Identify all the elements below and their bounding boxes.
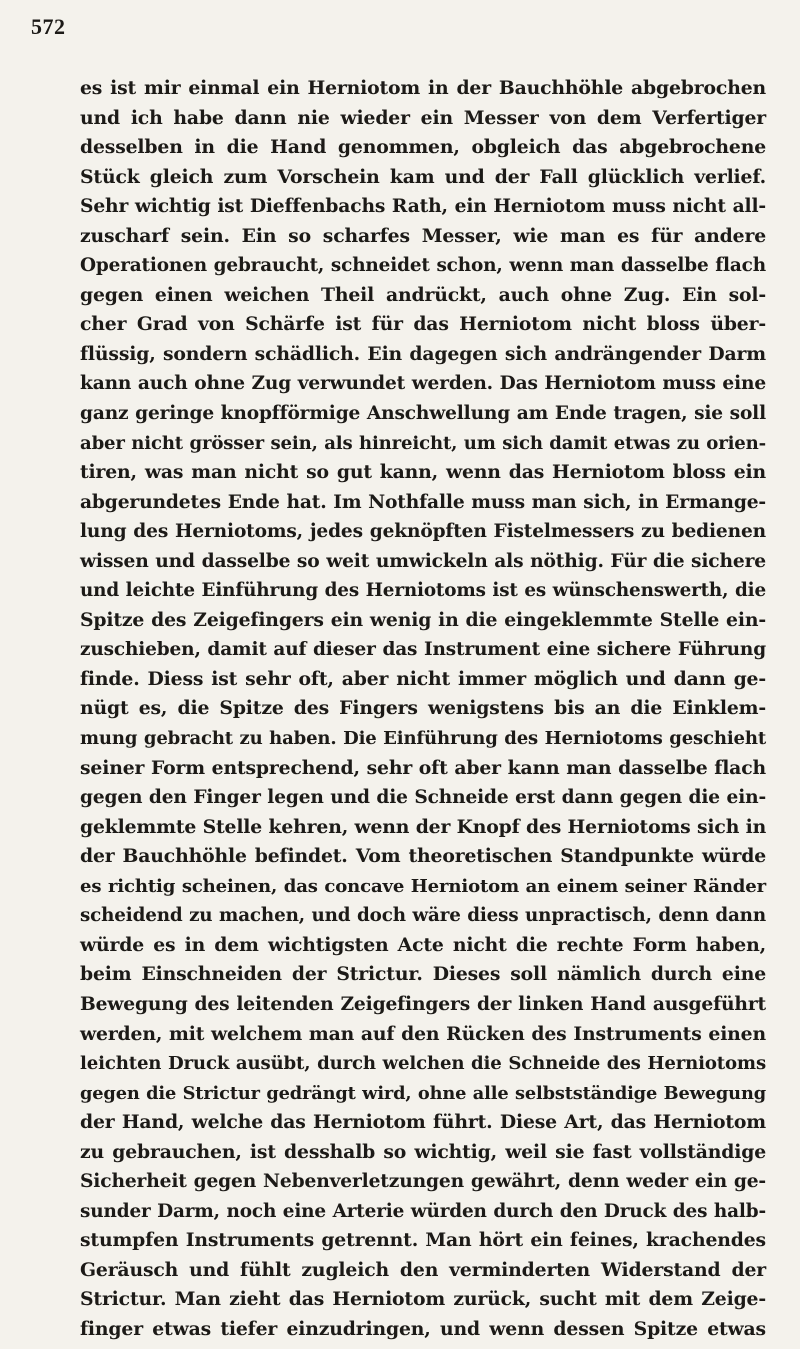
- text-line: kann auch ohne Zug verwundet werden. Das Herniotom muss eine: [80, 373, 766, 395]
- text-line: gegen den Finger legen und die Schneide erst dann gegen die ein-: [80, 787, 766, 809]
- text-line: zu gebrauchen, ist desshalb so wichtig, weil sie fast vollständige: [80, 1140, 766, 1163]
- text-line: der Hand, welche das Herniotom führt. Diese Art, das Herniotom: [80, 1111, 766, 1134]
- page-number: 572: [31, 14, 66, 39]
- text-line: zuscharf sein. Ein so scharfes Messer, wie man es für andere: [80, 224, 766, 247]
- text-line: würde es in dem wichtigsten Acte nicht die rechte Form haben,: [80, 933, 766, 956]
- text-line: aber nicht grösser sein, als hinreicht, um sich damit etwas zu orien-: [80, 432, 766, 454]
- text-line: geklemmte Stelle kehren, wenn der Knopf des Herniotoms sich in: [80, 815, 767, 838]
- text-line: cher Grad von Schärfe ist für das Herniotom nicht bloss über-: [80, 313, 766, 336]
- text-line: leichten Druck ausübt, durch welchen die Schneide des Herniotoms: [80, 1053, 766, 1075]
- text-line: lung des Herniotoms, jedes geknöpften Fistelmessers zu bedienen: [80, 521, 766, 543]
- text-line: desselben in die Hand genommen, obgleich das abgebrochene: [80, 136, 766, 159]
- text-line: und ich habe dann nie wieder ein Messer von dem Verfertiger: [80, 106, 766, 129]
- body-text: [80, 74, 766, 1345]
- text-line: es richtig scheinen, das concave Herniotom an einem seiner Ränder: [80, 875, 766, 897]
- text-line: Spitze des Zeigefingers ein wenig in die eingeklemmte Stelle ein-: [80, 608, 766, 631]
- text-line: Strictur. Man zieht das Herniotom zurück, sucht mit dem Zeige-: [80, 1288, 766, 1311]
- text-line: beim Einschneiden der Strictur. Dieses soll nämlich durch eine: [80, 963, 766, 986]
- text-line: Operationen gebraucht, schneidet schon, wenn man dasselbe flach: [80, 255, 766, 277]
- text-line: finde. Diess ist sehr oft, aber nicht immer möglich und dann ge-: [80, 667, 766, 690]
- text-line: gegen die Strictur gedrängt wird, ohne alle selbstständige Bewegung: [80, 1082, 766, 1104]
- text-line: Bewegung des leitenden Zeigefingers der linken Hand ausgeführt: [80, 992, 766, 1015]
- text-line: ganz geringe knopfförmige Anschwellung am Ende tragen, sie soll: [80, 403, 766, 425]
- text-line: scheidend zu machen, und doch wäre diess unpractisch, denn dann: [80, 905, 766, 927]
- text-line: seiner Form entsprechend, sehr oft aber kann man dasselbe flach: [80, 756, 766, 779]
- text-line: tiren, was man nicht so gut kann, wenn das Herniotom bloss ein: [80, 461, 766, 484]
- text-line: Stück gleich zum Vorschein kam und der Fall glücklich verlief.: [80, 165, 766, 188]
- text-line: Sehr wichtig ist Dieffenbachs Rath, ein Herniotom muss nicht all-: [80, 195, 766, 218]
- text-line: Sicherheit gegen Nebenverletzungen gewährt, denn weder ein ge-: [80, 1170, 766, 1193]
- text-line: wissen und dasselbe so weit umwickeln als nöthig. Für die sichere: [80, 549, 766, 572]
- text-line: es ist mir einmal ein Herniotom in der Bauchhöhle abgebrochen: [80, 77, 766, 99]
- text-line: stumpfen Instruments getrennt. Man hört ein feines, krachendes: [80, 1229, 766, 1252]
- text-line: der Bauchhöhle befindet. Vom theoretischen Standpunkte würde: [80, 845, 766, 868]
- text-line: abgerundetes Ende hat. Im Nothfalle muss man sich, in Ermange-: [80, 490, 766, 513]
- text-line: mung gebracht zu haben. Die Einführung des Herniotoms geschieht: [80, 728, 766, 750]
- text-line: finger etwas tiefer einzudringen, und wenn dessen Spitze etwas: [80, 1317, 766, 1340]
- text-line: Geräusch und fühlt zugleich den verminderten Widerstand der: [80, 1258, 766, 1281]
- text-line: sunder Darm, noch eine Arterie würden durch den Druck des halb-: [80, 1200, 766, 1222]
- text-line: nügt es, die Spitze des Fingers wenigstens bis an die Einklem-: [80, 697, 766, 720]
- text-line: werden, mit welchem man auf den Rücken des Instruments einen: [80, 1022, 766, 1045]
- text-line: gegen einen weichen Theil andrückt, auch ohne Zug. Ein sol-: [80, 283, 766, 306]
- text-line: zuschieben, damit auf dieser das Instrument eine sichere Führung: [80, 639, 766, 661]
- text-line: und leichte Einführung des Herniotoms ist es wünschenswerth, die: [80, 580, 766, 602]
- text-line: flüssig, sondern schädlich. Ein dagegen sich andrängender Darm: [80, 342, 766, 365]
